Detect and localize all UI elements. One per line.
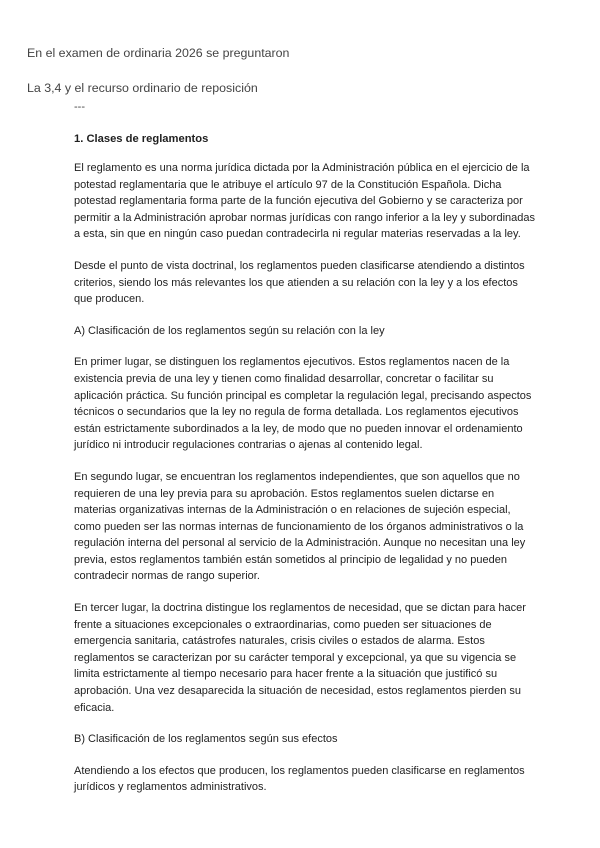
intro-line-topics: La 3,4 y el recurso ordinario de reposición xyxy=(27,81,258,95)
separator: --- xyxy=(74,101,85,113)
paragraph-definition: El reglamento es una norma jurídica dictada por la Administración pública en el ejercicio de la potestad reglamentaria que le atribuye el artículo 97 de la Constitución Española. Dicha potestad reglamentaria forma parte de la función ejecutiva del Gobierno y se caracteriza por permitir a la Administración aprobar normas jurídicas con rango inferior a la ley y subordinadas a esta, sin que en ningún caso puedan contradecirla ni regular materias reservadas a la ley. xyxy=(74,162,536,241)
intro-line-exam: En el examen de ordinaria 2026 se preguntaron xyxy=(27,46,290,60)
paragraph-efectos: Atendiendo a los efectos que producen, los reglamentos pueden clasificarse en reglamentos jurídicos y reglamentos administrativos. xyxy=(74,764,525,794)
subsection-b-title: B) Clasificación de los reglamentos según sus efectos xyxy=(74,733,338,746)
paragraph-criteria: Desde el punto de vista doctrinal, los reglamentos pueden clasificarse atendiendo a distintos criterios, siendo los más relevantes los que atienden a su relación con la ley y a los efectos que producen. xyxy=(74,259,525,306)
subsection-a-title: A) Clasificación de los reglamentos según su relación con la ley xyxy=(74,324,385,337)
section-title: 1. Clases de reglamentos xyxy=(74,133,209,145)
paragraph-ejecutivos: En primer lugar, se distinguen los reglamentos ejecutivos. Estos reglamentos nacen de la existencia previa de una ley y tienen como finalidad desarrollar, concretar o facilitar su aplicación práctica. Su función principal es completar la regulación legal, precisando aspectos técnicos o secundarios que la ley no regula de forma detallada. Los reglamentos ejecutivos están estrictamente subordinados a la ley, de modo que no pueden innovar el ordenamiento jurídico ni introducir regulaciones contrarias o ajenas al contenido legal. xyxy=(74,356,532,452)
document-body xyxy=(74,132,536,811)
paragraph-necesidad: En tercer lugar, la doctrina distingue los reglamentos de necesidad, que se dictan para hacer frente a situaciones excepcionales o extraordinarias, como pueden ser situaciones de emergencia sanitaria, catástrofes naturales, crisis civiles o estados de alarma. Estos reglamentos se caracterizan por su carácter temporal y excepcional, ya que su vigencia se limita estrictamente al tiempo necesario para hacer frente a la situación que justificó su aprobación. Una vez desaparecida la situación de necesidad, estos reglamentos pierden su eficacia. xyxy=(74,602,526,714)
paragraph-independientes: En segundo lugar, se encuentran los reglamentos independientes, que son aquellos que no requieren de una ley previa para su aprobación. Estos reglamentos suelen dictarse en materias organizativas internas de la Administración o en relaciones de sujeción especial, como pueden ser las normas internas de funcionamiento de los órganos administrativos o la regulación interna del personal al servicio de la Administración. Aunque no necesitan una ley previa, estos reglamentos también están sometidos al principio de legalidad y no pueden contradecir normas de rango superior. xyxy=(74,470,526,583)
